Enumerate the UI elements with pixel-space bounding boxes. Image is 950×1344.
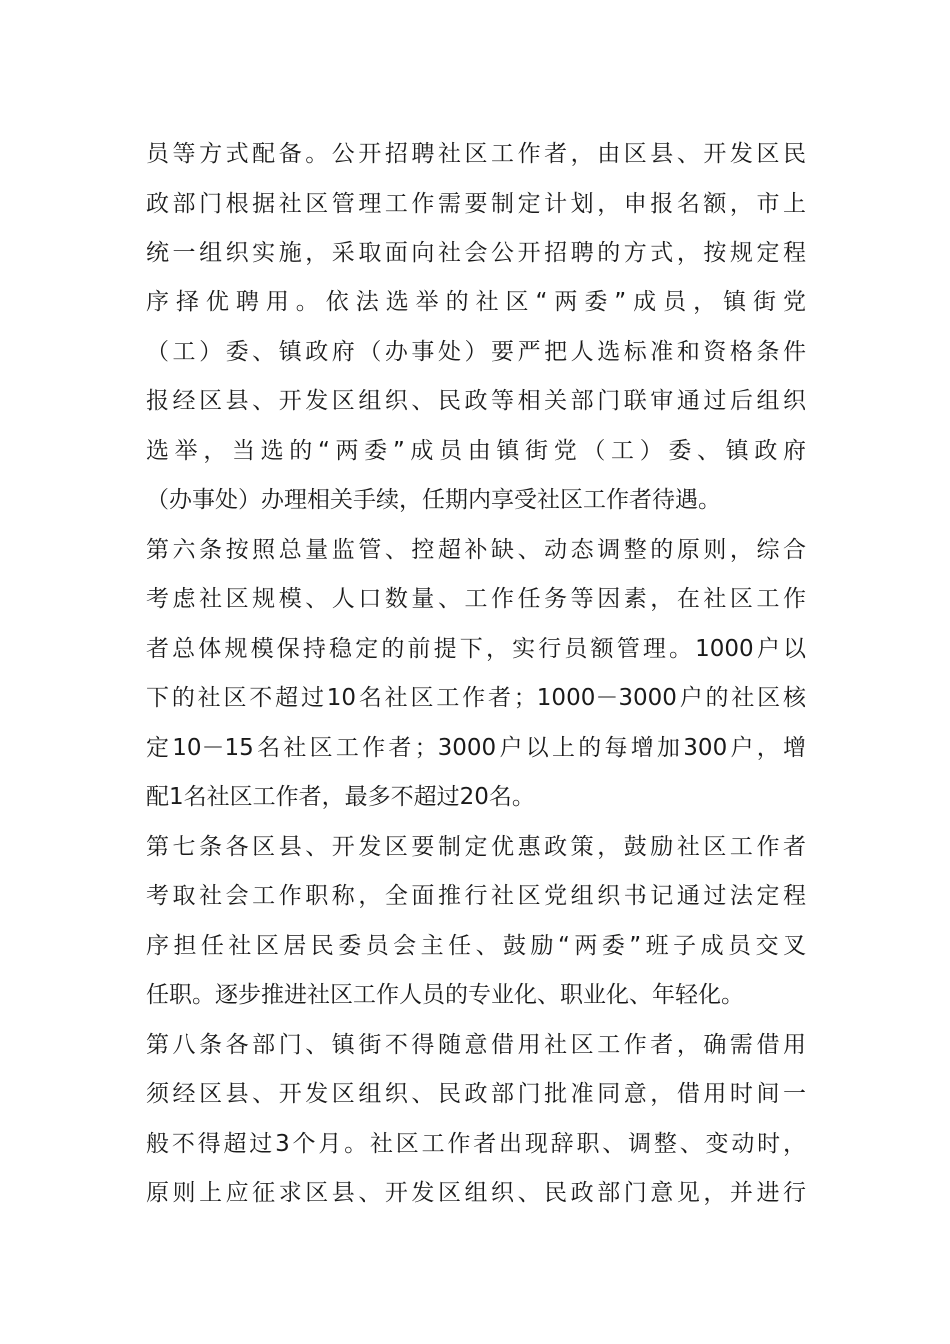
paragraph-line: 考虑社区规模、人口数量、工作任务等因素，在社区工作 (146, 586, 806, 612)
paragraph-line: 序择优聘用。依法选举的社区“两委”成员，镇街党 (146, 289, 806, 315)
paragraph-line: 者总体规模保持稳定的前提下，实行员额管理。1000户以 (146, 636, 806, 662)
paragraph-line: 统一组织实施，采取面向社会公开招聘的方式，按规定程 (146, 240, 806, 266)
paragraph-line: 政部门根据社区管理工作需要制定计划，申报名额，市上 (146, 191, 806, 217)
paragraph-line: 序担任社区居民委员会主任、鼓励“两委”班子成员交叉 (146, 933, 806, 959)
paragraph-line: 第八条各部门、镇街不得随意借用社区工作者，确需借用 (146, 1032, 806, 1058)
paragraph-line: 报经区县、开发区组织、民政等相关部门联审通过后组织 (146, 388, 806, 414)
paragraph-line: 般不得超过3个月。社区工作者出现辞职、调整、变动时， (146, 1131, 806, 1157)
paragraph-line: 下的社区不超过10名社区工作者；1000－3000户的社区核 (146, 685, 806, 711)
paragraph-line: 定10－15名社区工作者；3000户以上的每增加300户，增 (146, 735, 806, 761)
paragraph-line: 第七条各区县、开发区要制定优惠政策，鼓励社区工作者 (146, 834, 806, 860)
paragraph-line: （工）委、镇政府（办事处）要严把人选标准和资格条件 (146, 339, 806, 365)
paragraph-line: 第六条按照总量监管、控超补缺、动态调整的原则，综合 (146, 537, 806, 563)
paragraph-line: 任职。逐步推进社区工作人员的专业化、职业化、年轻化。 (146, 982, 744, 1008)
paragraph-line: 须经区县、开发区组织、民政部门批准同意，借用时间一 (146, 1081, 806, 1107)
paragraph-line: （办事处）办理相关手续，任期内享受社区工作者待遇。 (146, 487, 721, 513)
paragraph-line: 考取社会工作职称，全面推行社区党组织书记通过法定程 (146, 883, 806, 909)
paragraph-line: 选举，当选的“两委”成员由镇街党（工）委、镇政府 (146, 438, 806, 464)
paragraph-line: 员等方式配备。公开招聘社区工作者，由区县、开发区民 (146, 141, 806, 167)
paragraph-line: 原则上应征求区县、开发区组织、民政部门意见，并进行 (146, 1180, 806, 1206)
paragraph-line: 配1名社区工作者，最多不超过20名。 (146, 784, 535, 810)
